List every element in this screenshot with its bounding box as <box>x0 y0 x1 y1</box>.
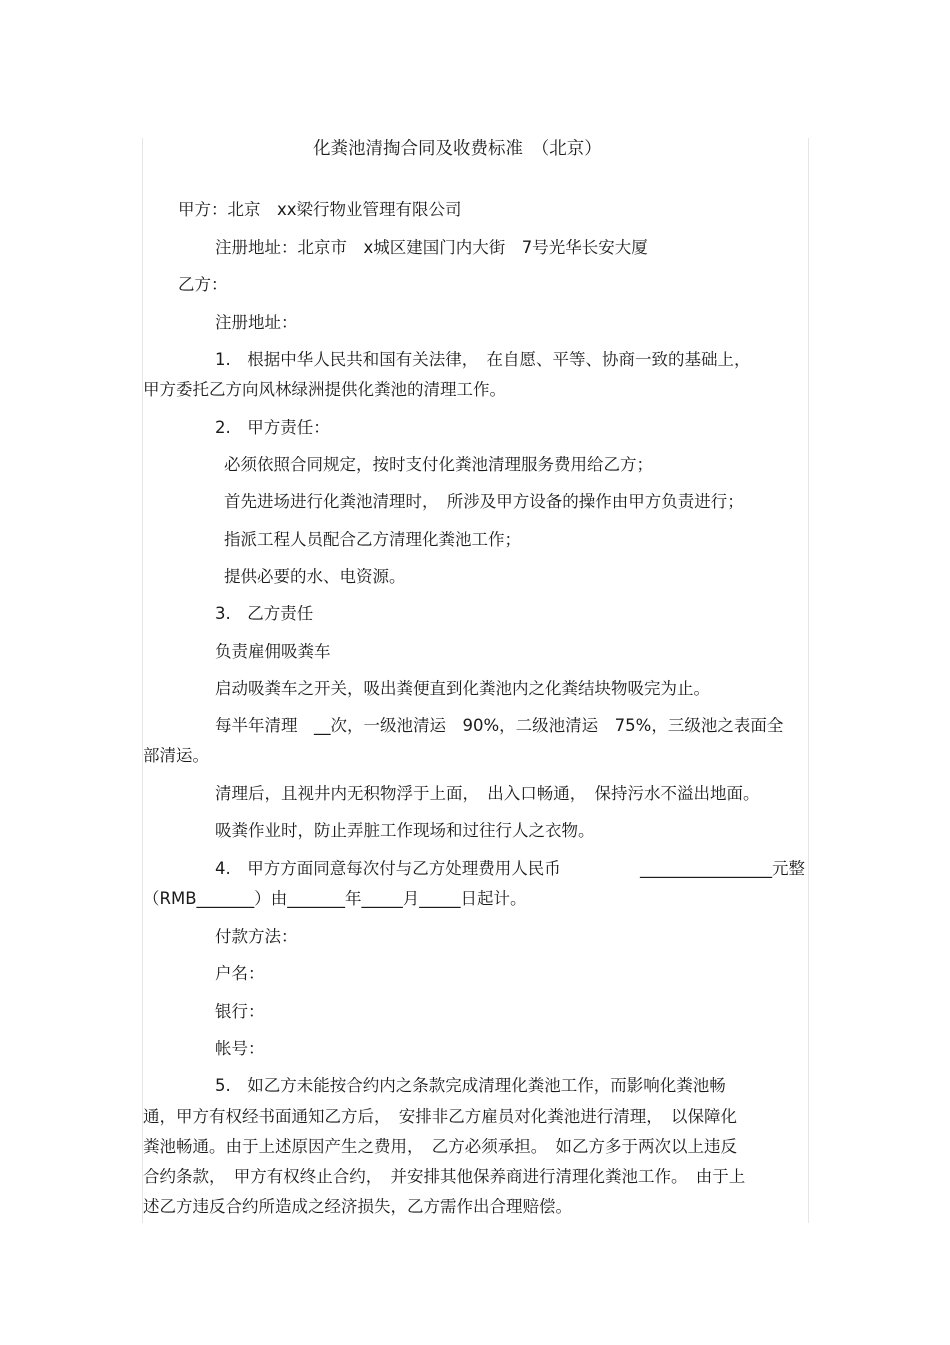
clause-3-schedule-line-1: 每半年清理 __次，一级池清运 90%，二级池清运 75%，三级池之表面全 <box>215 716 784 735</box>
clause-3-item: 负责雇佣吸粪车 <box>215 642 331 661</box>
clause-5-line-2: 通，甲方有权经书面通知乙方后， 安排非乙方雇员对化粪池进行清理， 以保障化 <box>143 1107 737 1126</box>
party-b-address: 注册地址： <box>215 313 298 332</box>
account-name: 户名： <box>215 964 265 983</box>
clause-5-line-3: 粪池畅通。由于上述原因产生之费用， 乙方必须承担。 如乙方多于两次以上违反 <box>143 1137 737 1156</box>
clause-2-item: 首先进场进行化粪池清理时， 所涉及甲方设备的操作由甲方负责进行； <box>224 492 744 511</box>
clause-2-item: 必须依照合同规定，按时支付化粪池清理服务费用给乙方； <box>224 455 653 474</box>
clause-3-schedule-line-2: 部清运。 <box>143 746 209 765</box>
clause-2-item: 提供必要的水、电资源。 <box>224 567 406 586</box>
clause-3-item: 清理后，且视井内无积物浮于上面， 出入口畅通， 保持污水不溢出地面。 <box>215 784 760 803</box>
clause-4-line-1 <box>215 859 805 879</box>
clause-3-item: 启动吸粪车之开关，吸出粪便直到化粪池内之化粪结块物吸完为止。 <box>215 679 710 698</box>
clause-4-fee-blank: ________________元整 <box>640 859 805 878</box>
account-number: 帐号： <box>215 1039 265 1058</box>
clause-4-line-2: （RMB_______）由_______年_____月_____日起计。 <box>143 889 527 908</box>
clause-2-item: 指派工程人员配合乙方清理化粪池工作； <box>224 530 521 549</box>
clause-1-line-2: 甲方委托乙方向风林绿洲提供化粪池的清理工作。 <box>143 380 506 399</box>
clause-3-heading: 3. 乙方责任 <box>215 604 314 623</box>
clause-3-item: 吸粪作业时，防止弄脏工作现场和过往行人之衣物。 <box>215 821 595 840</box>
clause-4-fee-text: 4. 甲方方面同意每次付与乙方处理费用人民币 <box>215 859 561 878</box>
clause-5-line-1: 5. 如乙方未能按合约内之条款完成清理化粪池工作，而影响化粪池畅 <box>215 1076 726 1095</box>
clause-2-heading: 2. 甲方责任： <box>215 418 330 437</box>
party-b: 乙方： <box>178 275 228 294</box>
document-title: 化粪池清掏合同及收费标准 （北京） <box>313 139 602 159</box>
clause-5-line-4: 合约条款， 甲方有权终止合约， 并安排其他保养商进行清理化粪池工作。 由于上 <box>143 1167 746 1186</box>
party-a-address: 注册地址：北京市 x城区建国门内大街 7号光华长安大厦 <box>215 238 648 257</box>
bank: 银行： <box>215 1002 265 1021</box>
payment-method: 付款方法： <box>215 927 298 946</box>
clause-5-line-5: 述乙方违反合约所造成之经济损失，乙方需作出合理赔偿。 <box>143 1197 572 1216</box>
party-a: 甲方：北京 xx梁行物业管理有限公司 <box>178 200 462 219</box>
clause-1-line-1: 1. 根据中华人民共和国有关法律， 在自愿、平等、协商一致的基础上， <box>215 350 751 369</box>
